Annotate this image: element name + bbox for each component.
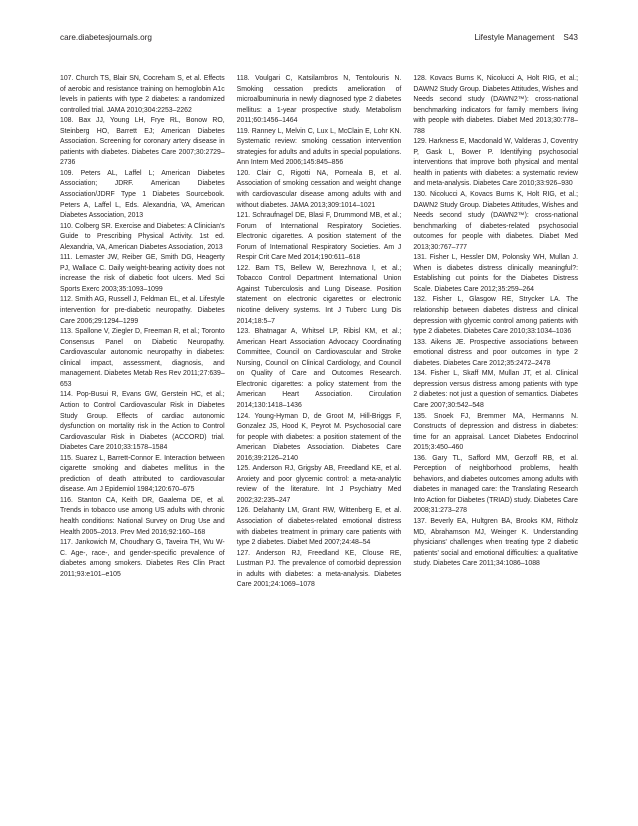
reference-entry: 110. Colberg SR. Exercise and Diabetes: A Clinician's Guide to Prescribing Physical Activity. 1st ed. Alexandria, VA, American Diabetes Association, 2013 <box>60 222 225 251</box>
reference-entry: 112. Smith AG, Russell J, Feldman EL, et al. Lifestyle intervention for pre-diabetic neuropathy. Diabetes Care 2006;29:1294–1299 <box>60 296 225 325</box>
reference-entry: 121. Schraufnagel DE, Blasi F, Drummond MB, et al.; Forum of International Respiratory Societies. Electronic cigarettes. A position statement of the Forum of International Respiratory Societies. Am J Respir Crit Care Med 2014;190:611–618 <box>236 212 402 262</box>
reference-entry: 132. Fisher L, Glasgow RE, Strycker LA. The relationship between diabetes distress and clinical depression with glycemic control among patients with type 2 diabetes. Diabetes Care 2010;33:1034–1036 <box>413 296 579 336</box>
reference-entry: 119. Ranney L, Melvin C, Lux L, McClain E, Lohr KN. Systematic review: smoking cessation intervention strategies for adults and adults in special populations. Ann Intern Med 2006;145:845–856 <box>236 127 402 167</box>
reference-entry: 133. Aikens JE. Prospective associations between emotional distress and poor outcomes in type 2 diabetes. Diabetes Care 2012;35:2472–2478 <box>413 338 579 367</box>
reference-entry: 135. Snoek FJ, Bremmer MA, Hermanns N. Constructs of depression and distress in diabetes: time for an appraisal. Lancet Diabetes Endocrinol 2015;3:450–460 <box>413 412 579 452</box>
reference-column-1 <box>60 74 225 591</box>
header-right <box>474 33 578 42</box>
reference-entry: 124. Young-Hyman D, de Groot M, Hill-Briggs F, Gonzalez JS, Hood K, Peyrot M. Psychosocial care for people with diabetes: a position statement of the American Diabetes Association. Diabetes Care 2016;39:2126–2140 <box>236 412 402 462</box>
reference-entry: 115. Suarez L, Barrett-Connor E. Interaction between cigarette smoking and diabetes mellitus in the prediction of death attributed to cardiovascular disease. Am J Epidemiol 1984;120:670–675 <box>60 454 225 494</box>
reference-entry: 128. Kovacs Burns K, Nicolucci A, Holt RIG, et al.; DAWN2 Study Group. Diabetes Attitudes, Wishes and Needs second study (DAWN2™): cross-national benchmarking indicators for family members living with people with diabetes. Diabet Med 2013;30:778–788 <box>413 75 579 135</box>
reference-entry: 123. Bhatnagar A, Whitsel LP, Ribisl KM, et al.; American Heart Association Advocacy Coordinating Committee, Council on Cardiovascular and Stroke Nursing, Council on Clinical Cardiology, and Council on Quality of Care and Outcomes Research. Electronic cigarettes: a policy statement from the American Heart Association. Circulation 2014;130:1418–1436 <box>236 328 402 409</box>
reference-entry: 114. Pop-Busui R, Evans GW, Gerstein HC, et al.; Action to Control Cardiovascular Risk in Diabetes Study Group. Effects of cardiac autonomic dysfunction on mortality risk in the Action to Control Cardiovascular Risk in Diabetes (ACCORD) trial. Diabetes Care 2010;33:1578–1584 <box>60 391 225 452</box>
reference-column-3 <box>413 74 578 591</box>
reference-entry: 107. Church TS, Blair SN, Cocreham S, et al. Effects of aerobic and resistance training on hemoglobin A1c levels in patients with type 2 diabetes: a randomized controlled trial. JAMA 2010;304:2253–2262 <box>60 75 225 114</box>
reference-entry: 131. Fisher L, Hessler DM, Polonsky WH, Mullan J. When is diabetes distress clinically meaningful?: Establishing cut points for the Diabetes Distress Scale. Diabetes Care 2012;35:259–264 <box>413 254 579 293</box>
page-number: S43 <box>563 32 578 42</box>
reference-columns <box>60 74 578 591</box>
section-title: Lifestyle Management <box>474 32 555 42</box>
reference-entry: 137. Beverly EA, Hultgren BA, Brooks KM, Ritholz MD, Abrahamson MJ, Weinger K. Understanding physicians' challenges when treating type 2 diabetic patients' social and emotional difficulties: a qualitative study. Diabetes Care 2011;34:1086–1088 <box>413 517 579 568</box>
reference-entry: 109. Peters AL, Laffel L; American Diabetes Association; JDRF. American Diabetes Association/JDRF Type 1 Diabetes Sourcebook. Peters A, Laffel L, Eds. Alexandria, VA, American Diabetes Association, 2013 <box>60 169 225 220</box>
reference-entry: 122. Bam TS, Bellew W, Berezhnova I, et al.; Tobacco Control Department International Union Against Tuberculosis and Lung Disease. Position statement on electronic cigarettes or electronic nicotine delivery systems. Int J Tuberc Lung Dis 2014;18:5–7 <box>236 264 402 325</box>
reference-entry: 117. Jankowich M, Choudhary G, Taveira TH, Wu W-C. Age-, race-, and gender-specific prevalence of diabetes among smokers. Diabetes Res Clin Pract 2011;93:e101–e105 <box>60 539 225 578</box>
reference-entry: 113. Spallone V, Ziegler D, Freeman R, et al.; Toronto Consensus Panel on Diabetic Neuropathy. Cardiovascular autonomic neuropathy in diabetes: clinical impact, assessment, diagnosis, and management. Diabetes Metab Res Rev 2011;27:639–653 <box>60 328 225 388</box>
reference-entry: 111. Lemaster JW, Reiber GE, Smith DG, Heagerty PJ, Wallace C. Daily weight-bearing activity does not increase the risk of diabetic foot ulcers. Med Sci Sports Exerc 2003;35:1093–1099 <box>60 254 225 293</box>
reference-entry: 125. Anderson RJ, Grigsby AB, Freedland KE, et al. Anxiety and poor glycemic control: a meta-analytic review of the literature. Int J Psychiatry Med 2002;32:235–247 <box>236 465 402 504</box>
reference-entry: 130. Nicolucci A, Kovacs Burns K, Holt RIG, et al.; DAWN2 Study Group. Diabetes Attitudes, Wishes and Needs second study (DAWN2™): cross-national benchmarking of diabetes-related psychosocial outcomes for people with diabetes. Diabet Med 2013;30:767–777 <box>413 191 579 251</box>
reference-entry: 108. Bax JJ, Young LH, Frye RL, Bonow RO, Steinberg HO, Barrett EJ; American Diabetes Association. Screening for coronary artery disease in patients with diabetes. Diabetes Care 2007;30:2729–2736 <box>60 117 225 167</box>
running-header <box>60 30 578 44</box>
reference-entry: 136. Gary TL, Safford MM, Gerzoff RB, et al. Perception of neighborhood problems, health behaviors, and diabetes outcomes among adults with diabetes in managed care: the Translating Research Into Action for Diabetes (TRIAD) study. Diabetes Care 2008;31:273–278 <box>413 454 579 515</box>
reference-entry: 120. Clair C, Rigotti NA, Porneala B, et al. Association of smoking cessation and weight change with cardiovascular disease among adults with and without diabetes. JAMA 2013;309:1014–1021 <box>236 169 402 209</box>
reference-entry: 127. Anderson RJ, Freedland KE, Clouse RE, Lustman PJ. The prevalence of comorbid depression in adults with diabetes: a meta-analysis. Diabetes Care 2001;24:1069–1078 <box>236 549 402 589</box>
reference-entry: 134. Fisher L, Skaff MM, Mullan JT, et al. Clinical depression versus distress among patients with type 2 diabetes: not just a question of semantics. Diabetes Care 2007;30:542–548 <box>413 370 579 409</box>
journal-url: care.diabetesjournals.org <box>60 32 152 42</box>
reference-entry: 116. Stanton CA, Keith DR, Gaalema DE, et al. Trends in tobacco use among US adults with chronic health conditions: National Survey on Drug Use and Health 2005–2013. Prev Med 2016;92:160–168 <box>60 496 225 536</box>
reference-column-2 <box>237 74 402 591</box>
reference-entry: 118. Voulgari C, Katsilambros N, Tentolouris N. Smoking cessation predicts amelioration of microalbuminuria in newly diagnosed type 2 diabetes mellitus: a 1-year prospective study. Metabolism 2011;60:1456–1464 <box>236 75 402 125</box>
reference-entry: 126. Delahanty LM, Grant RW, Wittenberg E, et al. Association of diabetes-related emotional distress with diabetes treatment in primary care patients with type 2 diabetes. Diabet Med 2007;24:48–54 <box>236 507 402 547</box>
reference-entry: 129. Harkness E, Macdonald W, Valderas J, Coventry P, Gask L, Bower P. Identifying psychosocial interventions that improve both physical and mental health in patients with diabetes: a systematic review and meta-analysis. Diabetes Care 2010;33:926–930 <box>413 138 579 188</box>
